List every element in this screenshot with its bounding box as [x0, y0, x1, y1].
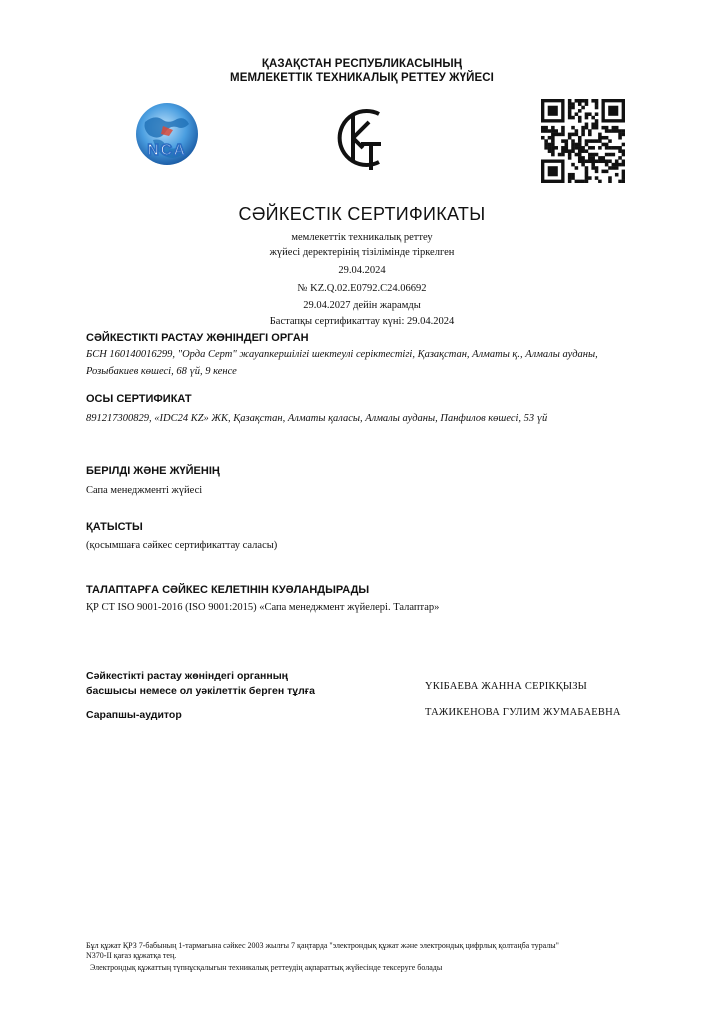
kt-mark-logo: [329, 104, 393, 174]
holder-text: 891217300829, «IDC24 KZ» ЖК, Қазақстан, Алматы қаласы, Алмалы ауданы, Панфилов көшесі, 53 үй: [86, 413, 548, 424]
head-label-line-1: Сәйкестікті растау жөніндегі органның: [86, 670, 289, 682]
certification-body-heading: СӘЙКЕСТІКТІ РАСТАУ ЖӨНІНДЕГІ ОРГАН: [86, 332, 309, 344]
scope-text: (қосымшаға сәйкес сертификаттау саласы): [86, 540, 278, 551]
holder-heading: ОСЫ СЕРТИФИКАТ: [86, 393, 192, 405]
initial-certification-date: Бастапқы сертификаттау күні: 29.04.2024: [269, 316, 455, 327]
certification-body-line-2: Розыбакиев көшесі, 68 үй, 9 кенсе: [86, 366, 237, 377]
footer-line-1: Бұл құжат ҚРЗ 7-бабының 1-тармағына сәйкес 2003 жылғы 7 қаңтарда "электрондық құжат және электрондық цифрлық қолтаңба туралы": [86, 941, 559, 950]
qr-finder-pattern: [541, 99, 565, 123]
nca-logo: [123, 100, 211, 172]
standard-heading: ТАЛАПТАРҒА СӘЙКЕС КЕЛЕТІНІН КУӘЛАНДЫРАДЫ: [86, 584, 370, 596]
qr-finder-pattern: [541, 159, 565, 183]
svg-text:NCA: NCA: [147, 142, 187, 159]
registry-line-1: мемлекеттік техникалық реттеу: [291, 232, 433, 243]
head-name: ҮКІБАЕВА ЖАННА СЕРІКҚЫЗЫ: [425, 681, 588, 692]
system-text: Сапа менеджменті жүйесі: [86, 485, 203, 496]
auditor-label: Сарапшы-аудитор: [86, 709, 182, 721]
auditor-name: ТАЖИКЕНОВА ГУЛИМ ЖУМАБАЕВНА: [425, 707, 621, 718]
certificate-title: СӘЙКЕСТІК СЕРТИФИКАТЫ: [238, 204, 486, 224]
standard-text: ҚР СТ ISO 9001-2016 (ISO 9001:2015) «Сапа менеджмент жүйелері. Талаптар»: [86, 602, 440, 613]
footer-line-2: N370-II қағаз құжатқа тең.: [86, 951, 177, 960]
header-line-1: ҚАЗАҚСТАН РЕСПУБЛИКАСЫНЫҢ: [261, 58, 463, 70]
head-label-line-2: басшысы немесе ол уәкілеттік берген тұлға: [86, 685, 315, 697]
valid-until: 29.04.2027 дейін жарамды: [303, 300, 421, 311]
qr-finder-pattern: [601, 99, 625, 123]
certificate-number: № KZ.Q.02.E0792.C24.06692: [297, 283, 427, 294]
nca-logo-text: [125, 142, 209, 159]
system-heading: БЕРІЛДІ ЖӘНЕ ЖҮЙЕНІҢ: [86, 465, 220, 477]
registry-line-2: жүйесі деректерінің тізілімінде тіркелген: [269, 247, 455, 258]
scope-heading: ҚАТЫСТЫ: [86, 521, 143, 533]
qr-code[interactable]: [541, 99, 625, 183]
certification-body-line-1: БСН 160140016299, "Орда Серт" жауапкершілігі шектеулі серіктестігі, Қазақстан, Алматы қ., Алмалы ауданы,: [86, 349, 598, 360]
footer-line-3: Электрондық құжаттың түпнұсқалығын техникалық реттеудің ақпараттық жүйесінде тексеруге болады: [90, 963, 443, 972]
registry-date: 29.04.2024: [338, 265, 386, 276]
header-line-2: МЕМЛЕКЕТТІК ТЕХНИКАЛЫҚ РЕТТЕУ ЖҮЙЕСІ: [230, 72, 494, 84]
